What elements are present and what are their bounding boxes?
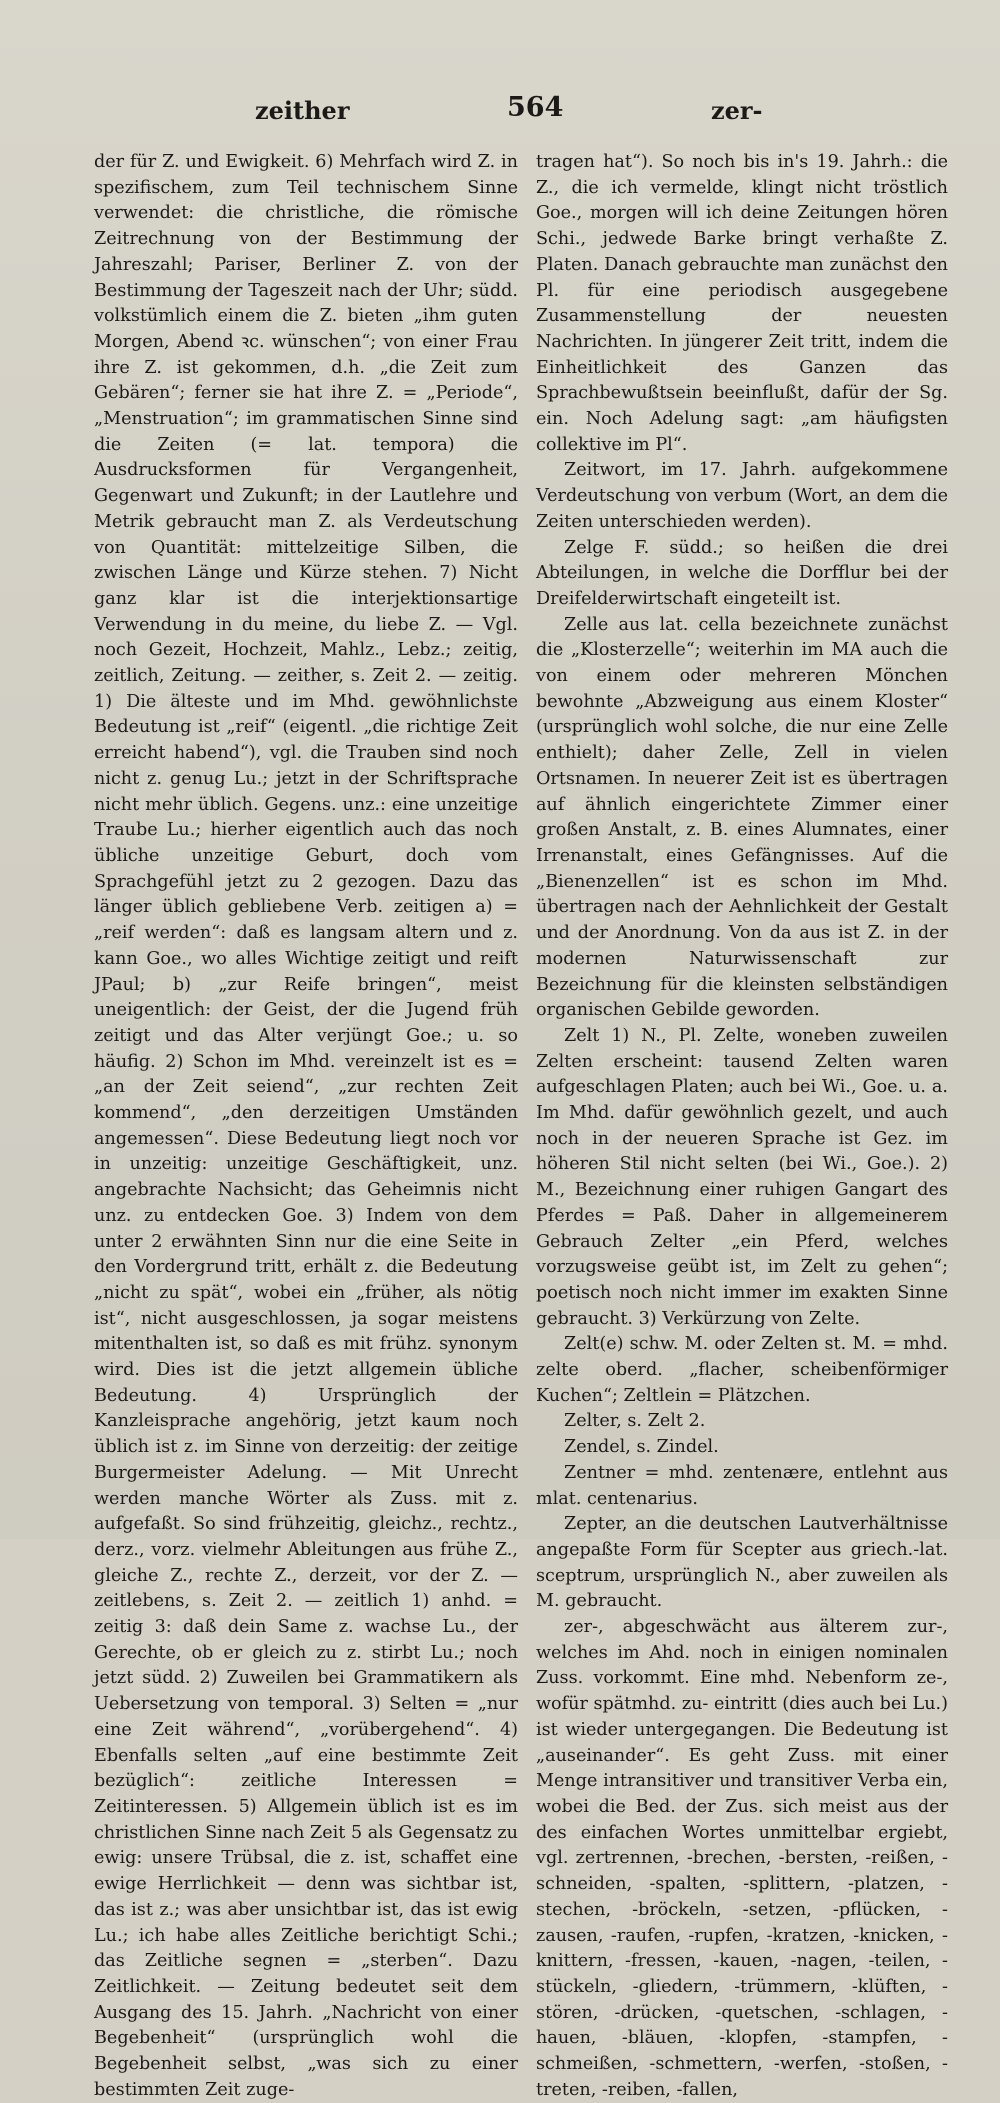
page-number: 564 xyxy=(507,92,564,123)
header-left-catchword: zeither xyxy=(255,96,350,125)
entry-zeitwort: Zeitwort, im 17. Jahrh. aufgekommene Verdeutschung von verbum (Wort, an dem die Zeiten unterschieden werden). xyxy=(536,460,948,532)
header-right-catchword: zer- xyxy=(711,96,763,125)
paragraph: tragen hat“). So noch bis in's 19. Jahrh.: die Z., die ich vermelde, klingt nicht tröstlich Goe., morgen will ich deine Zeitungen hören Schi., jedwede Barke bringt verhaßte Z. Platen. Danach gebrauchte man zunächst den Pl. für eine periodisch ausgegebene Zusammenstellung der neuesten Nachrichten. In jüngerer Zeit tritt, indem die Einheitlichkeit des Ganzen das Sprachbewußtsein beeinflußt, dafür der Sg. ein. Noch Adelung sagt: „am häufigsten collektive im Pl“. xyxy=(536,152,948,455)
entry-zelte: Zelt(e) schw. M. oder Zelten st. M. = mhd. zelte oberd. „flacher, scheibenförmiger Kuchen“; Zeltlein = Plätzchen. xyxy=(536,1334,948,1406)
running-head xyxy=(95,92,945,136)
entry-zentner: Zentner = mhd. zentenære, entlehnt aus mlat. centenarius. xyxy=(536,1462,948,1509)
entry-zer: zer-, abgeschwächt aus älterem zur-, welches im Ahd. noch in einigen nominalen Zuss. vorkommt. Eine mhd. Nebenform ze-, wofür spätmhd. zu- eintritt (dies auch bei Lu.) ist wieder untergegangen. Die Bedeutung ist „auseinander“. Es geht Zuss. mit einer Menge intransitiver und transitiver Verba ein, wobei die Bed. der Zus. sich meist aus der des einfachen Wortes unmittelbar ergiebt, vgl. zertrennen, -brechen, -bersten, -reißen, -schneiden, -spalten, -splittern, -platzen, -stechen, -bröckeln, -setzen, -pflücken, -zausen, -raufen, -rupfen, -kratzen, -knicken, -knittern, -fressen, -kauen, -nagen, -teilen, -stückeln, -gliedern, -trümmern, -klüften, -stören, -drücken, -quetschen, -schlagen, -hauen, -bläuen, -klopfen, -stampfen, -schmeißen, -schmettern, -werfen, -stoßen, -treten, -reiben, -fallen, xyxy=(536,1617,948,2100)
entry-zelt: Zelt 1) N., Pl. Zelte, woneben zuweilen Zelten erscheint: tausend Zelten waren aufgeschlagen Platen; auch bei Wi., Goe. u. a. Im Mhd. dafür gewöhnlich gezelt, und auch noch in der neueren Sprache ist Gez. im höheren Stil nicht selten (bei Wi., Goe.). 2) M., Bezeichnung einer ruhigen Gangart des Pferdes = Paß. Daher in allgemeinerem Gebrauch Zelter „ein Pferd, welches vorzugsweise geübt ist, im Zelt zu gehen“; poetisch noch nicht immer im exakten Sinne gebraucht. 3) Verkürzung von Zelte. xyxy=(536,1025,948,1329)
right-column xyxy=(536,150,948,2103)
entry-zendel: Zendel, s. Zindel. xyxy=(564,1437,719,1458)
entry-zepter: Zepter, an die deutschen Lautverhältnisse angepaßte Form für Scepter aus griech.-lat. sceptrum, ursprünglich N., aber zuweilen als M. gebraucht. xyxy=(536,1514,948,1612)
left-column xyxy=(94,150,518,2103)
entry-zelge: Zelge F. südd.; so heißen die drei Abteilungen, in welche die Dorfflur bei der Dreifelderwirtschaft eingeteilt ist. xyxy=(536,537,948,609)
entry-zelle: Zelle aus lat. cella bezeichnete zunächst die „Klosterzelle“; weiterhin im MA auch die von einem oder mehreren Mönchen bewohnte „Abzweigung aus einem Kloster“ (ursprünglich wohl solche, die nur eine Zelle enthielt); daher Zelle, Zell in vielen Ortsnamen. In neuerer Zeit ist es übertragen auf ähnlich eingerichtete Zimmer einer großen Anstalt, z. B. eines Alumnates, einer Irrenanstalt, eines Gefängnisses. Auf die „Bienenzellen“ ist es schon im Mhd. übertragen nach der Aehnlichkeit der Gestalt und der Anordnung. Von da aus ist Z. in der modernen Naturwissenschaft zur Bezeichnung für die kleinsten selbständigen organischen Gebilde geworden. xyxy=(536,614,948,1021)
entry-zelter: Zelter, s. Zelt 2. xyxy=(564,1411,706,1432)
paragraph: der für Z. und Ewigkeit. 6) Mehrfach wird Z. in spezifischem, zum Teil technischem Sinne verwendet: die christliche, die römische Zeitrechnung von der Bestimmung der Jahreszahl; Pariser, Berliner Z. von der Bestimmung der Tageszeit nach der Uhr; südd. volkstümlich einem die Z. bieten „ihm guten Morgen, Abend ꝛc. wünschen“; von einer Frau ihre Z. ist gekommen, d.h. „die Zeit zum Gebären“; ferner sie hat ihre Z. = „Periode“, „Menstruation“; im grammatischen Sinne sind die Zeiten (= lat. tempora) die Ausdrucksformen für Vergangenheit, Gegenwart und Zukunft; in der Lautlehre und Metrik gebraucht man Z. als Verdeutschung von Quantität: mittelzeitige Silben, die zwischen Länge und Kürze stehen. 7) Nicht ganz klar ist die interjektionsartige Verwendung in du meine, du liebe Z. — Vgl. noch Gezeit, Hochzeit, Mahlz., Lebz.; zeitig, zeitlich, Zeitung. — zeither, s. Zeit 2. — zeitig. 1) Die älteste und im Mhd. gewöhnlichste Bedeutung ist „reif“ (eigentl. „die richtige Zeit erreicht habend“), vgl. die Trauben sind noch nicht z. genug Lu.; jetzt in der Schriftsprache nicht mehr üblich. Gegens. unz.: eine unzeitige Traube Lu.; hierher eigentlich auch das noch übliche unzeitige Geburt, doch vom Sprachgefühl jetzt zu 2 gezogen. Dazu das länger üblich gebliebene Verb. zeitigen a) = „reif werden“: daß es langsam altern und z. kann Goe., wo alles Wichtige zeitigt und reift JPaul; b) „zur Reife bringen“, meist uneigentlich: der Geist, der die Jugend früh zeitigt und das Alter verjüngt Goe.; u. so häufig. 2) Schon im Mhd. vereinzelt ist es = „an der Zeit seiend“, „zur rechten Zeit kommend“, „den derzeitigen Umständen angemessen“. Diese Bedeutung liegt noch vor in unzeitig: unzeitige Geschäftigkeit, unz. angebrachte Nachsicht; das Geheimnis nicht unz. zu entdecken Goe. 3) Indem von dem unter 2 erwähnten Sinn nur die eine Seite in den Vordergrund tritt, erhält z. die Bedeutung „nicht zu spät“, wobei ein „früher, als nötig ist“, nicht ausgeschlossen, ja sogar meistens mitenthalten ist, so daß es mit frühz. synonym wird. Dies ist die jetzt allgemein übliche Bedeutung. 4) Ursprünglich der Kanzleisprache angehörig, jetzt kaum noch üblich ist z. im Sinne von derzeitig: der zeitige Burgermeister Adelung. — Mit Unrecht werden manche Wörter als Zuss. mit z. aufgefaßt. So sind frühzeitig, gleichz., rechtz., derz., vorz. vielmehr Ableitungen aus frühe Z., gleiche Z., rechte Z., derzeit, vor der Z. — zeitlebens, s. Zeit 2. — zeitlich 1) anhd. = zeitig 3: daß dein Same z. wachse Lu., der Gerechte, ob er gleich zu z. stirbt Lu.; noch jetzt südd. 2) Zuweilen bei Grammatikern als Uebersetzung von temporal. 3) Selten = „nur eine Zeit während“, „vorübergehend“. 4) Ebenfalls selten „auf eine bestimmte Zeit bezüglich“: zeitliche Interessen = Zeitinteressen. 5) Allgemein üblich ist es im christlichen Sinne nach Zeit 5 als Gegensatz zu ewig: unsere Trübsal, die z. ist, schaffet eine ewige Herrlichkeit — denn was sichtbar ist, das ist z.; was aber unsichtbar ist, das ist ewig Lu.; ich habe alles Zeitliche berichtigt Schi.; das Zeitliche segnen = „sterben“. Dazu Zeitlichkeit. — Zeitung bedeutet seit dem Ausgang des 15. Jahrh. „Nachricht von einer Begebenheit“ (ursprünglich wohl die Begebenheit selbst, „was sich zu einer bestimmten Zeit zuge- xyxy=(94,152,519,2100)
